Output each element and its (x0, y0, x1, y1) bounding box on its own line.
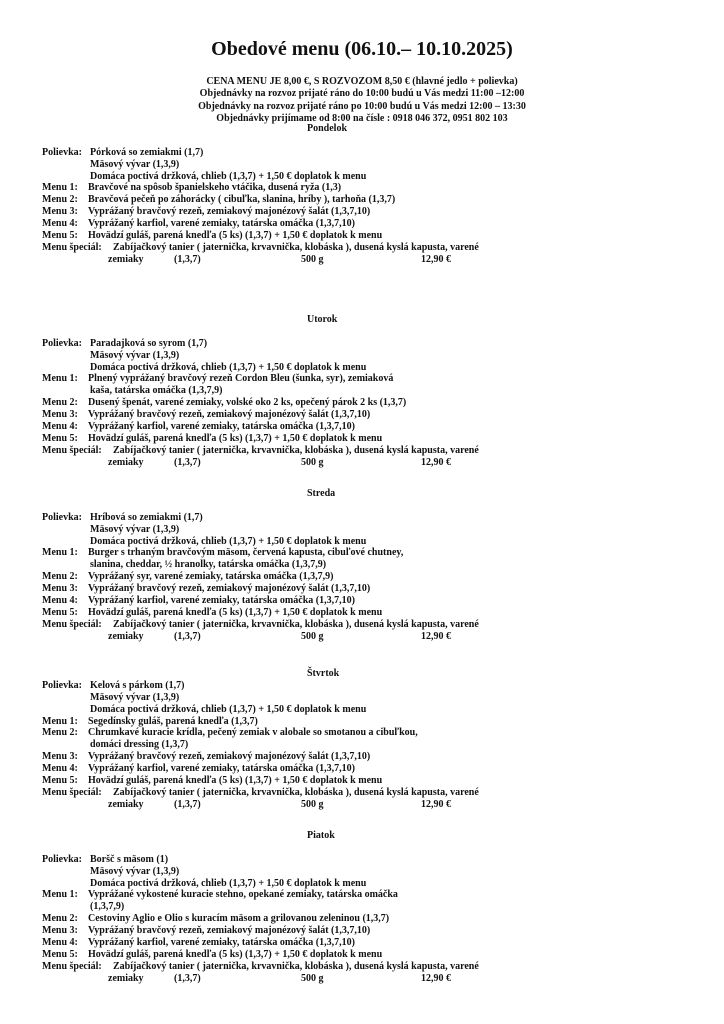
special-label: Menu špeciál: (42, 786, 102, 798)
soup-row (42, 171, 682, 183)
menu-label: Menu 2: (42, 571, 78, 583)
menu-label: Menu 2: (42, 397, 78, 409)
menu-item: Plnený vyprážaný bravčový rezeň Cordon Bleu (šunka, syr), zemiaková (88, 373, 394, 385)
menu-item: Bravčové na spôsob španielskeho vtáčika, dusená ryža (1,3) (88, 182, 342, 194)
menu-row (42, 889, 682, 901)
menu-row (42, 230, 682, 242)
menu-item: Chrumkavé kuracie krídla, pečený zemiak v alobale so smotanou a cibuľkou, (88, 727, 418, 739)
soup-row (42, 878, 682, 890)
menu-item: Hovädzí guláš, parená knedľa (5 ks) (1,3,7) + 1,50 € doplatok k menu (88, 432, 383, 444)
soup-item: Domáca poctivá držková, chlieb (1,3,7) + 1,50 € doplatok k menu (90, 703, 367, 715)
menu-row (42, 397, 682, 409)
day-name: Utorok (307, 314, 338, 325)
menu-item-continued: kaša, tatárska omáčka (1,3,7,9) (90, 385, 223, 397)
menu-label: Menu 5: (42, 230, 78, 242)
menu-row (42, 409, 682, 421)
soup-item: Hríbová so zemiakmi (1,7) (90, 511, 203, 523)
soup-item: Mäsový vývar (1,3,9) (90, 158, 180, 170)
menu-label: Menu 5: (42, 948, 78, 960)
special-details-row (42, 631, 682, 643)
special-weight: 500 g (301, 798, 324, 810)
menu-label: Menu 1: (42, 373, 78, 385)
special-item: Zabíjačkový tanier ( jaternička, krvavnička, klobáska ), dusená kyslá kapusta, varené (113, 960, 479, 972)
menu-item: Vyprážaný karfiol, varené zemiaky, tatárska omáčka (1,3,7,10) (88, 763, 355, 775)
menu-row (42, 607, 682, 619)
menu-item: Hovädzí guláš, parená knedľa (5 ks) (1,3,7) + 1,50 € doplatok k menu (88, 230, 383, 242)
menu-label: Menu 1: (42, 889, 78, 901)
day-section (42, 314, 682, 469)
special-price: 12,90 € (421, 798, 451, 810)
menu-row (42, 571, 682, 583)
menu-label: Menu 5: (42, 432, 78, 444)
menu-item: Segedínsky guláš, parená knedľa (1,3,7) (88, 715, 258, 727)
soup-item: Mäsový vývar (1,3,9) (90, 691, 180, 703)
special-label: Menu špeciál: (42, 444, 102, 456)
special-label: Menu špeciál: (42, 241, 102, 253)
menu-label: Menu 4: (42, 421, 78, 433)
menu-label: Menu 1: (42, 182, 78, 194)
special-item: Zabíjačkový tanier ( jaternička, krvavnička, klobáska ), dusená kyslá kapusta, varené (113, 618, 479, 630)
delivery-info-early: Objednávky na rozvoz prijaté ráno do 10:00 budú u Vás medzi 11:00 –12:00 (199, 88, 525, 100)
menu-label: Menu 4: (42, 763, 78, 775)
menu-item: Vyprážaný karfiol, varené zemiaky, tatárska omáčka (1,3,7,10) (88, 421, 355, 433)
soup-row (42, 854, 682, 866)
menu-label: Menu 2: (42, 727, 78, 739)
special-allergens: (1,3,7) (174, 630, 201, 642)
menu-row (42, 925, 682, 937)
special-item-continued: zemiaky (108, 798, 144, 810)
menu-label: Menu 4: (42, 937, 78, 949)
menu-label: Menu 5: (42, 775, 78, 787)
menu-row (42, 739, 682, 751)
soup-label: Polievka: (42, 679, 82, 691)
soup-item: Domáca poctivá držková, chlieb (1,3,7) + 1,50 € doplatok k menu (90, 535, 367, 547)
day-section (42, 668, 682, 811)
menu-item: Vyprážaný karfiol, varené zemiaky, tatárska omáčka (1,3,7,10) (88, 937, 355, 949)
soup-label: Polievka: (42, 146, 82, 158)
special-row (42, 242, 682, 254)
menu-item: Vyprážaný karfiol, varené zemiaky, tatárska omáčka (1,3,7,10) (88, 218, 355, 230)
menu-label: Menu 3: (42, 751, 78, 763)
day-name: Streda (307, 488, 336, 499)
special-label: Menu špeciál: (42, 618, 102, 630)
menu-row (42, 727, 682, 739)
special-details-row (42, 254, 682, 266)
menu-row (42, 373, 682, 385)
day-section (42, 830, 682, 985)
menu-row (42, 218, 682, 230)
day-name: Štvrtok (307, 668, 340, 679)
special-weight: 500 g (301, 253, 324, 265)
day-section (42, 488, 682, 643)
menu-item-continued: domáci dressing (1,3,7) (90, 739, 189, 751)
menu-row (42, 913, 682, 925)
special-weight: 500 g (301, 456, 324, 468)
special-details-row (42, 973, 682, 985)
page-title: Obedové menu (06.10.– 10.10.2025) (211, 38, 513, 60)
menu-label: Menu 3: (42, 925, 78, 937)
soup-row (42, 692, 682, 704)
special-item: Zabíjačkový tanier ( jaternička, krvavnička, klobáska ), dusená kyslá kapusta, varené (113, 444, 479, 456)
menu-label: Menu 4: (42, 595, 78, 607)
menu-item: Vyprážaný karfiol, varené zemiaky, tatárska omáčka (1,3,7,10) (88, 595, 355, 607)
menu-label: Menu 3: (42, 409, 78, 421)
special-item-continued: zemiaky (108, 253, 144, 265)
menu-row (42, 421, 682, 433)
menu-item: Burger s trhaným bravčovým mäsom, červená kapusta, cibuľové chutney, (88, 547, 404, 559)
menu-row (42, 949, 682, 961)
special-item: Zabíjačkový tanier ( jaternička, krvavnička, klobáska ), dusená kyslá kapusta, varené (113, 241, 479, 253)
soup-label: Polievka: (42, 511, 82, 523)
menu-item: Hovädzí guláš, parená knedľa (5 ks) (1,3,7) + 1,50 € doplatok k menu (88, 948, 383, 960)
menu-item: Vyprážaný syr, varené zemiaky, tatárska omáčka (1,3,7,9) (88, 571, 334, 583)
menu-item: Dusený špenát, varené zemiaky, volské oko 2 ks, opečený párok 2 ks (1,3,7) (88, 397, 407, 409)
soup-row (42, 338, 682, 350)
special-allergens: (1,3,7) (174, 253, 201, 265)
soup-item: Pórková so zemiakmi (1,7) (90, 146, 204, 158)
delivery-info-late: Objednávky na rozvoz prijaté ráno po 10:00 budú u Vás medzi 12:00 – 13:30 (198, 100, 526, 112)
menu-row (42, 194, 682, 206)
soup-row (42, 147, 682, 159)
day-section (42, 123, 682, 266)
soup-item: Mäsový vývar (1,3,9) (90, 865, 180, 877)
soup-row (42, 536, 682, 548)
soup-item: Boršč s mäsom (1) (90, 853, 169, 865)
special-price: 12,90 € (421, 972, 451, 984)
menu-item: Vyprážaný bravčový rezeň, zemiakový majonézový šalát (1,3,7,10) (88, 925, 371, 937)
soup-row (42, 704, 682, 716)
soup-row (42, 512, 682, 524)
special-row (42, 445, 682, 457)
menu-item: Vyprážaný bravčový rezeň, zemiakový majonézový šalát (1,3,7,10) (88, 206, 371, 218)
soup-item: Mäsový vývar (1,3,9) (90, 523, 180, 535)
menu-row (42, 583, 682, 595)
menu-row (42, 385, 682, 397)
menu-row (42, 763, 682, 775)
special-details-row (42, 799, 682, 811)
menu-item: Vyprážaný bravčový rezeň, zemiakový majonézový šalát (1,3,7,10) (88, 583, 371, 595)
soup-item: Domáca poctivá držková, chlieb (1,3,7) + 1,50 € doplatok k menu (90, 877, 367, 889)
order-phone-info: Objednávky prijímame od 8:00 na čísle : 0918 046 372, 0951 802 103 (216, 112, 508, 124)
special-weight: 500 g (301, 972, 324, 984)
soup-row (42, 362, 682, 374)
soup-row (42, 350, 682, 362)
special-price: 12,90 € (421, 456, 451, 468)
soup-label: Polievka: (42, 337, 82, 349)
menu-label: Menu 5: (42, 606, 78, 618)
menu-label: Menu 2: (42, 194, 78, 206)
menu-label: Menu 1: (42, 547, 78, 559)
special-details-row (42, 457, 682, 469)
special-allergens: (1,3,7) (174, 456, 201, 468)
special-price: 12,90 € (421, 253, 451, 265)
menu-item: Cestoviny Aglio e Olio s kuracím mäsom a grilovanou zeleninou (1,3,7) (88, 913, 390, 925)
menu-row (42, 937, 682, 949)
menu-label: Menu 3: (42, 206, 78, 218)
menu-row (42, 901, 682, 913)
special-item-continued: zemiaky (108, 972, 144, 984)
special-row (42, 619, 682, 631)
menu-item: Bravčová pečeň po záhorácky ( cibuľka, slanina, hríby ), tarhoňa (1,3,7) (88, 194, 396, 206)
price-info: CENA MENU JE 8,00 €, S ROZVOZOM 8,50 € (hlavné jedlo + polievka) (206, 76, 518, 87)
special-allergens: (1,3,7) (174, 798, 201, 810)
menu-item: Hovädzí guláš, parená knedľa (5 ks) (1,3,7) + 1,50 € doplatok k menu (88, 775, 383, 787)
soup-row (42, 524, 682, 536)
info-block (0, 76, 724, 125)
menu-row (42, 775, 682, 787)
special-item-continued: zemiaky (108, 630, 144, 642)
soup-item: Domáca poctivá držková, chlieb (1,3,7) + 1,50 € doplatok k menu (90, 170, 367, 182)
menu-label: Menu 2: (42, 913, 78, 925)
soup-item: Mäsový vývar (1,3,9) (90, 349, 180, 361)
special-item: Zabíjačkový tanier ( jaternička, krvavnička, klobáska ), dusená kyslá kapusta, varené (113, 786, 479, 798)
soup-item: Domáca poctivá držková, chlieb (1,3,7) + 1,50 € doplatok k menu (90, 361, 367, 373)
soup-row (42, 866, 682, 878)
menu-row (42, 595, 682, 607)
menu-row (42, 547, 682, 559)
special-row (42, 961, 682, 973)
soup-row (42, 680, 682, 692)
menu-label: Menu 4: (42, 218, 78, 230)
soup-row (42, 159, 682, 171)
special-row (42, 787, 682, 799)
special-item-continued: zemiaky (108, 456, 144, 468)
menu-item-continued: slanina, cheddar, ½ hranolky, tatárska omáčka (1,3,7,9) (90, 559, 327, 571)
day-name: Piatok (307, 830, 335, 841)
menu-row (42, 206, 682, 218)
menu-item: Vyprážané vykostené kuracie stehno, opekané zemiaky, tatárska omáčka (88, 889, 398, 901)
soup-label: Polievka: (42, 853, 82, 865)
menu-item: Vyprážaný bravčový rezeň, zemiakový majonézový šalát (1,3,7,10) (88, 409, 371, 421)
menu-item-continued: (1,3,7,9) (90, 901, 125, 913)
special-allergens: (1,3,7) (174, 972, 201, 984)
menu-row (42, 559, 682, 571)
menu-row (42, 182, 682, 194)
menu-label: Menu 3: (42, 583, 78, 595)
menu-row (42, 433, 682, 445)
menu-item: Hovädzí guláš, parená knedľa (5 ks) (1,3,7) + 1,50 € doplatok k menu (88, 606, 383, 618)
special-label: Menu špeciál: (42, 960, 102, 972)
day-name: Pondelok (307, 123, 348, 134)
menu-item: Vyprážaný bravčový rezeň, zemiakový majonézový šalát (1,3,7,10) (88, 751, 371, 763)
menu-row (42, 751, 682, 763)
menu-label: Menu 1: (42, 715, 78, 727)
soup-item: Paradajková so syrom (1,7) (90, 337, 208, 349)
soup-item: Kelová s párkom (1,7) (90, 679, 185, 691)
special-price: 12,90 € (421, 630, 451, 642)
special-weight: 500 g (301, 630, 324, 642)
menu-row (42, 716, 682, 728)
